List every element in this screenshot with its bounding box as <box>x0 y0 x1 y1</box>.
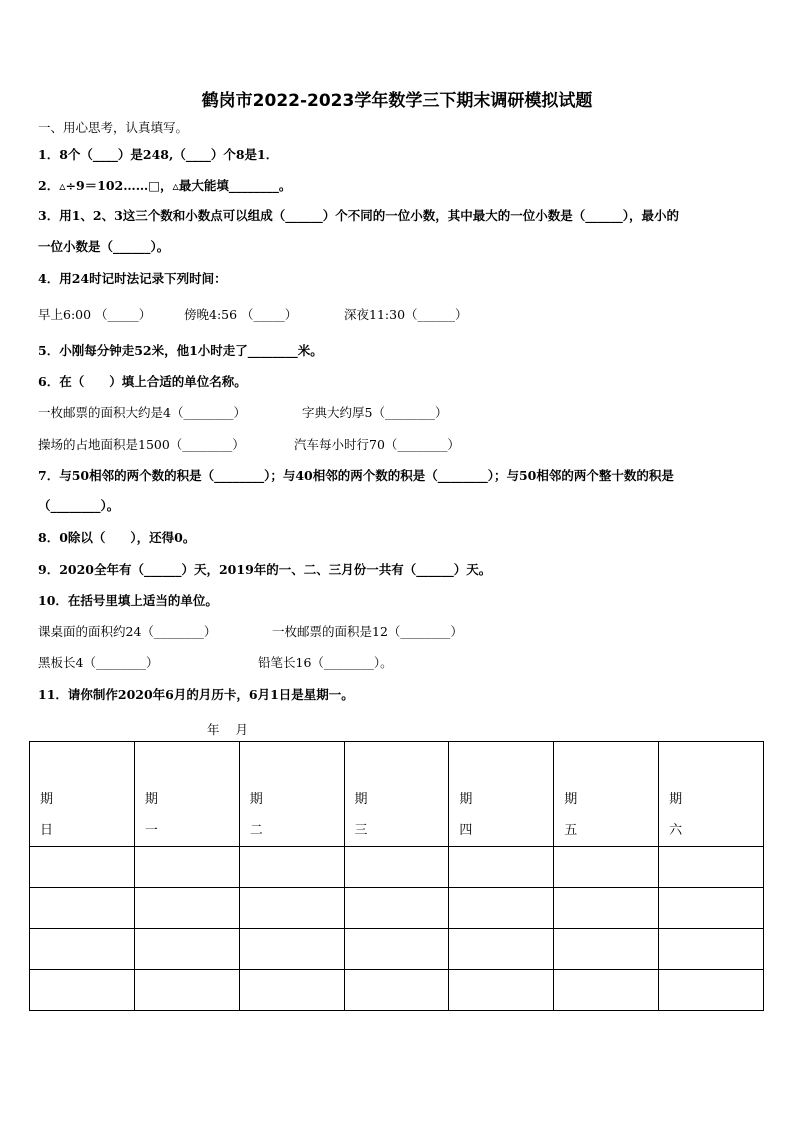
question-7-line-1: 7．与50相邻的两个数的积是（________）；与40相邻的两个数的积是（________）；与50相邻的两个整十数的积是 <box>38 468 674 483</box>
calendar-header-sun <box>30 742 135 847</box>
calendar-cell[interactable] <box>239 970 344 1011</box>
calendar-cell[interactable] <box>554 929 659 970</box>
q6-item-car: 汽车每小时行70（________） <box>294 437 460 452</box>
calendar-cell[interactable] <box>239 929 344 970</box>
calendar-year-label: 年 <box>207 722 220 737</box>
calendar-header-fri <box>554 742 659 847</box>
question-3-line-2: 一位小数是（______）。 <box>38 239 170 254</box>
calendar-cell[interactable] <box>30 970 135 1011</box>
calendar-cell[interactable] <box>134 888 239 929</box>
calendar-header-wed <box>344 742 449 847</box>
calendar-header-tue <box>239 742 344 847</box>
header-bottom: 日 <box>40 823 54 838</box>
header-bottom: 二 <box>249 823 263 838</box>
calendar-cell[interactable] <box>134 929 239 970</box>
header-top: 期 <box>564 792 578 807</box>
calendar-cell[interactable] <box>344 970 449 1011</box>
header-top: 期 <box>40 792 54 807</box>
header-bottom: 一 <box>144 823 158 838</box>
question-6: 6．在（ ）填上合适的单位名称。 <box>38 374 247 389</box>
calendar-cell[interactable] <box>449 929 554 970</box>
calendar-cell[interactable] <box>449 888 554 929</box>
calendar-cell[interactable] <box>239 888 344 929</box>
calendar-cell[interactable] <box>554 970 659 1011</box>
question-2: 2．▵÷9＝102……□，▵最大能填________。 <box>38 178 292 193</box>
header-bottom: 五 <box>564 823 578 838</box>
q6-item-stamp: 一枚邮票的面积大约是4（________） <box>38 405 246 420</box>
calendar-month-label: 月 <box>235 722 249 737</box>
q10-item-pencil: 铅笔长16（________）。 <box>258 655 393 670</box>
page-title: 鹤岗市2022-2023学年数学三下期末调研模拟试题 <box>201 91 593 111</box>
q4-item-morning: 早上6:00 （_____） <box>38 307 152 322</box>
q6-item-playground: 操场的占地面积是1500（________） <box>38 437 245 452</box>
calendar-cell[interactable] <box>344 888 449 929</box>
q6-item-dictionary: 字典大约厚5（________） <box>302 405 448 420</box>
question-7-line-2: （________）。 <box>38 498 120 513</box>
calendar-year-month <box>207 720 264 738</box>
calendar-header-row <box>30 742 764 847</box>
calendar-header-mon <box>134 742 239 847</box>
header-top: 期 <box>144 792 158 807</box>
question-1: 1．8个（____）是248,（____）个8是1． <box>38 147 279 162</box>
calendar-cell[interactable] <box>449 970 554 1011</box>
calendar-cell[interactable] <box>344 847 449 888</box>
header-bottom: 四 <box>459 823 473 838</box>
question-11: 11．请你制作2020年6月的月历卡，6月1日是星期一。 <box>38 687 354 702</box>
calendar-cell[interactable] <box>659 970 764 1011</box>
question-5: 5．小刚每分钟走52米，他1小时走了________米。 <box>38 343 323 358</box>
calendar-cell[interactable] <box>659 888 764 929</box>
calendar-cell[interactable] <box>554 847 659 888</box>
q10-item-stamp: 一枚邮票的面积是12（________） <box>272 624 463 639</box>
calendar-week-row <box>30 847 764 888</box>
calendar-cell[interactable] <box>134 847 239 888</box>
section-heading: 一、用心思考，认真填写。 <box>38 120 189 135</box>
calendar-cell[interactable] <box>449 847 554 888</box>
calendar-cell[interactable] <box>659 847 764 888</box>
header-top: 期 <box>459 792 473 807</box>
q4-item-evening: 傍晚4:56 （_____） <box>184 307 298 322</box>
calendar-header-thu <box>449 742 554 847</box>
q10-item-desk: 课桌面的面积约24（________） <box>38 624 217 639</box>
header-bottom: 三 <box>354 823 368 838</box>
calendar-cell[interactable] <box>239 847 344 888</box>
question-8: 8．0除以（ ），还得0。 <box>38 530 196 545</box>
question-9: 9．2020全年有（______）天，2019年的一、二、三月份一共有（______）天。 <box>38 562 492 577</box>
header-top: 期 <box>354 792 368 807</box>
calendar-cell[interactable] <box>134 970 239 1011</box>
calendar-cell[interactable] <box>30 888 135 929</box>
header-top: 期 <box>669 792 683 807</box>
calendar-table <box>29 741 764 1011</box>
header-top: 期 <box>249 792 263 807</box>
calendar-week-row <box>30 929 764 970</box>
question-10: 10．在括号里填上适当的单位。 <box>38 593 218 608</box>
calendar-week-row <box>30 970 764 1011</box>
question-4: 4．用24时记时法记录下列时间： <box>38 271 227 286</box>
calendar-cell[interactable] <box>659 929 764 970</box>
calendar-cell[interactable] <box>554 888 659 929</box>
q4-item-night: 深夜11:30（______） <box>344 307 468 322</box>
q10-item-blackboard: 黑板长4（________） <box>38 655 159 670</box>
calendar-cell[interactable] <box>30 929 135 970</box>
header-bottom: 六 <box>669 823 683 838</box>
calendar-cell[interactable] <box>30 847 135 888</box>
calendar-cell[interactable] <box>344 929 449 970</box>
calendar-header-sat <box>659 742 764 847</box>
calendar-week-row <box>30 888 764 929</box>
question-3-line-1: 3．用1、2、3这三个数和小数点可以组成（______）个不同的一位小数，其中最大的一位小数是（______），最小的 <box>38 208 680 223</box>
